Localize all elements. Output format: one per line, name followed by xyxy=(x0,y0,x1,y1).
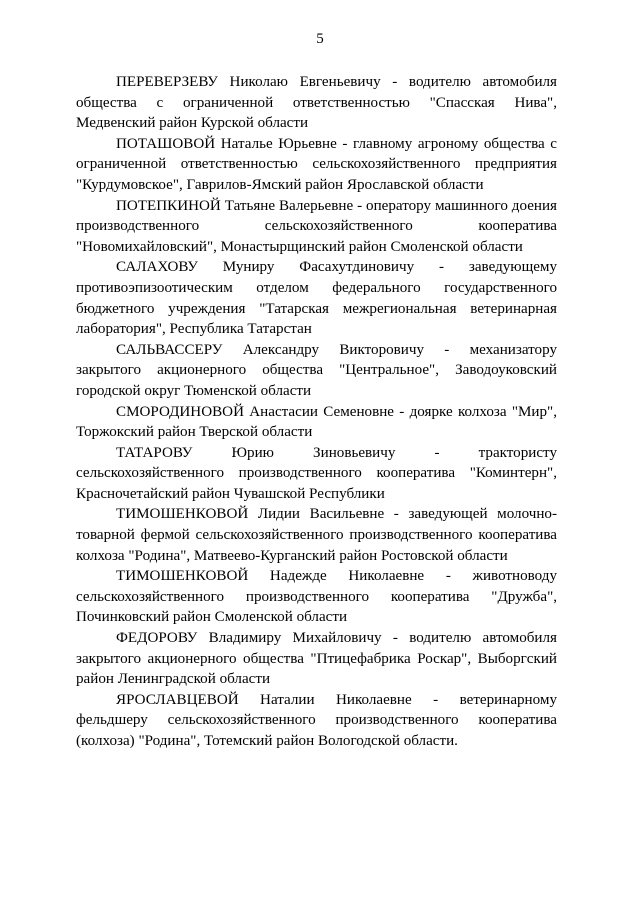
list-item: ТИМОШЕНКОВОЙ Надежде Николаевне - животноводу сельскохозяйственного производственного кооператива "Дружба", Починковский район Смоленской области xyxy=(76,568,557,626)
page-number: 5 xyxy=(316,31,324,47)
list-item: ПОТЕПКИНОЙ Татьяне Валерьевне - оператору машинного доения производственного сельскохозяйственного кооператива "Новомихайловский", Монастырщинский район Смоленской области xyxy=(76,197,557,255)
list-item: САЛАХОВУ Муниру Фасахутдиновичу - заведующему противоэпизоотическим отделом федерального государственного бюджетного учреждения "Татарская межрегиональная ветеринарная лаборатория", Республика Татарстан xyxy=(76,259,557,338)
list-item: ПОТАШОВОЙ Наталье Юрьевне - главному агроному общества с ограниченной ответственностью сельскохозяйственного предприятия "Курдумовское", Гаврилов-Ямский район Ярославской области xyxy=(76,135,557,193)
list-item: ТАТАРОВУ Юрию Зиновьевичу - трактористу сельскохозяйственного производственного кооператива "Коминтерн", Красночетайский район Чувашской Республики xyxy=(76,444,557,502)
awardee-list xyxy=(76,72,557,752)
list-item: ПЕРЕВЕРЗЕВУ Николаю Евгеньевичу - водителю автомобиля общества с ограниченной ответственностью "Спасская Нива", Медвенский район Курской области xyxy=(76,74,557,132)
list-item: ТИМОШЕНКОВОЙ Лидии Васильевне - заведующей молочно-товарной фермой сельскохозяйственного производственного кооператива колхоза "Родина", Матвеево-Курганский район Ростовской области xyxy=(76,506,557,564)
list-item: САЛЬВАССЕРУ Александру Викторовичу - механизатору закрытого акционерного общества "Центральное", Заводоуковский городской округ Тюменской области xyxy=(76,341,557,399)
list-item: СМОРОДИНОВОЙ Анастасии Семеновне - доярке колхоза "Мир", Торжокский район Тверской области xyxy=(76,403,557,441)
list-item: ЯРОСЛАВЦЕВОЙ Наталии Николаевне - ветеринарному фельдшеру сельскохозяйственного производственного кооператива (колхоза) "Родина", Тотемский район Вологодской области. xyxy=(76,691,557,749)
list-item: ФЕДОРОВУ Владимиру Михайловичу - водителю автомобиля закрытого акционерного общества "Птицефабрика Роскар", Выборгский район Ленинградской области xyxy=(76,630,557,688)
